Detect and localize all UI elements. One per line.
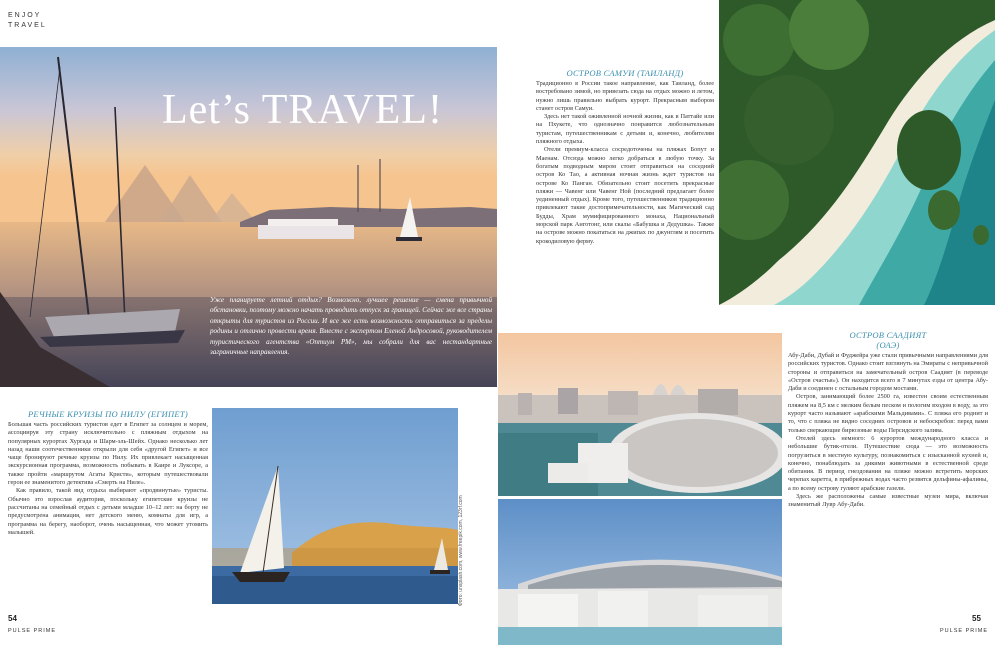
photo-samui-beach (719, 0, 995, 305)
saadiyat-paragraph-1: Абу-Даби, Дубай и Фуджейра уже стали привычными направлениями для российских туристов. Однако стоит взглянуть на Эмираты с непривычной стороны и отправиться на замечательный остров Саадият (в переводе «Остров счастья»). Он находится всего в 7 минутах езды от центра Абу-Даби и соединен с остальным городом мостами. (788, 352, 988, 393)
photo-abu-dhabi-aerial (498, 333, 782, 496)
section-label (8, 11, 47, 31)
nile-paragraph-2: Как правило, такой вид отдыха выбирают «продвинутые» туристы. Обычно это взрослая аудитория, поскольку египетские круизы не рассчитаны на семейный отдых с детьми младше 10–12 лет: на борту не предусмотрена анимация, нет детского меню, комнаты для игр, а программа на берегу, наоборот, очень насыщенная, что может утомить малышей. (8, 487, 208, 536)
saadiyat-heading: ОСТРОВ СААДИЯТ (849, 330, 927, 340)
saadiyat-paragraph-3: Отелей здесь немного: 6 курортов международного класса и небольшие бутик-отели. Путешествие сюда — это возможность погрузиться в местную культуру, познакомиться с изысканной кухней и, конечно, понаблюдать за дикими животными в естественной среде обитания. В период гнездования на пляже можно встретить морских черепах каретта, в прибрежных водах часто резвятся дельфины-афалины, а по всему острову гуляют арабские газели. (788, 434, 988, 492)
samui-text (536, 80, 714, 246)
section-label-line2: TRAVEL (8, 22, 47, 29)
nile-heading: РЕЧНЫЕ КРУИЗЫ ПО НИЛУ (ЕГИПЕТ) (27, 409, 189, 419)
saadiyat-subheading: (ОАЭ) (876, 340, 900, 350)
brand-left: PULSE PRIME (8, 628, 56, 634)
nile-text (8, 421, 208, 537)
samui-paragraph-2: Здесь нет такой оживленной ночной жизни, как в Паттайе или на Пхукете, что однозначно понравится любознательным туристам, путешественникам с детьми и, конечно, любителям пляжного отдыха. (536, 113, 714, 146)
section-label-line1: ENJOY (8, 12, 42, 19)
page-number-left: 54 (8, 614, 17, 623)
saadiyat-text (788, 352, 988, 510)
page-number-right: 55 (972, 614, 981, 623)
hero-title: Let’s TRAVEL! (162, 87, 443, 133)
samui-paragraph-1: Традиционно в России такое направление, как Таиланд, более востребовано зимой, но привезать сюда на отдых можно и летом, нужно лишь правильно выбрать курорт. Прекрасным выбором станет остров Самуи. (536, 80, 714, 112)
photo-nile-felucca (212, 408, 458, 604)
samui-paragraph-3: Отели премиум-класса сосредоточены на пляжах Бопут и Маенам. Отсюда можно легко добраться в любую точку. За богатым подводным миром стоит отправиться на соседний остров Ко Тао, а активная ночная жизнь ждет туристов на острове Ко Панган. Обязательно стоит посетить прекрасные пляжи — Чавенг или Чавенг Ной (последний предлагает более уединенный отдых). Кроме того, путешественников традиционно привлекают такие достопримечательности, как Магический сад Будды, Храм мумифицированного монаха, Национальный морской парк Анготонг, или скалы «Бабушка и Дедушка». Также на острове можно покататься на джипах по джунглям и посетить крокодиловую ферму. (536, 146, 714, 245)
saadiyat-paragraph-2: Остров, занимающий более 2500 га, известен своим естественным пляжем на 8,5 км с мелким белым песком и пологим входом в воду, за это курорт часто называют «арабскими Мальдивами». С пляжа его роднит и то, что с пляжа не видно соседних островов и небоскребов: перед вами только сверкающие бирюзовые воды Персидского залива. (788, 393, 988, 434)
saadiyat-paragraph-4: Здесь же расположены самые известные музеи мира, включая знаменитый Лувр Абу-Даби. (788, 493, 988, 509)
photo-louvre-abu-dhabi (498, 499, 782, 645)
hero-intro: Уже планируете летний отдых? Возможно, лучшее решение — смена привычной обстановки, поэтому можно начать проводить отпуск за границей. Сейчас же все страны открыты для туристов из России. И все же есть возможность отправиться за пределы родины и отлично провести время. Вместе с экспертом Еленой Андросовой, руководителем туристического агентства «Оптиум РМ», мы собрали для вас нестандартные заграничные направления. (210, 296, 492, 357)
photo-credit: Фото: unsplash.com, www.freepik.com, 123rf.com (458, 495, 464, 606)
samui-heading: ОСТРОВ САМУИ (ТАИЛАНД) (566, 68, 684, 78)
nile-paragraph-1: Большая часть российских туристов едет в Египет за солнцем и морем, ассоциируя эту страну исключительно с пляжным отдыхом на популярных курортах Хургада и Шарм-эль-Шейх. Однако несколько лет назад наши соотечественники открыли для себя «другой Египет» и все чаще бронируют речные круизы по Нилу. Их привлекает насыщенная экскурсионная программа, возможность побывать в Каире и Луксоре, а также пройти «маршрутом Агаты Кристи», которым путешествовали герои ее знаменитого детектива «Смерть на Ниле». (8, 421, 208, 487)
brand-right: PULSE PRIME (940, 628, 988, 634)
